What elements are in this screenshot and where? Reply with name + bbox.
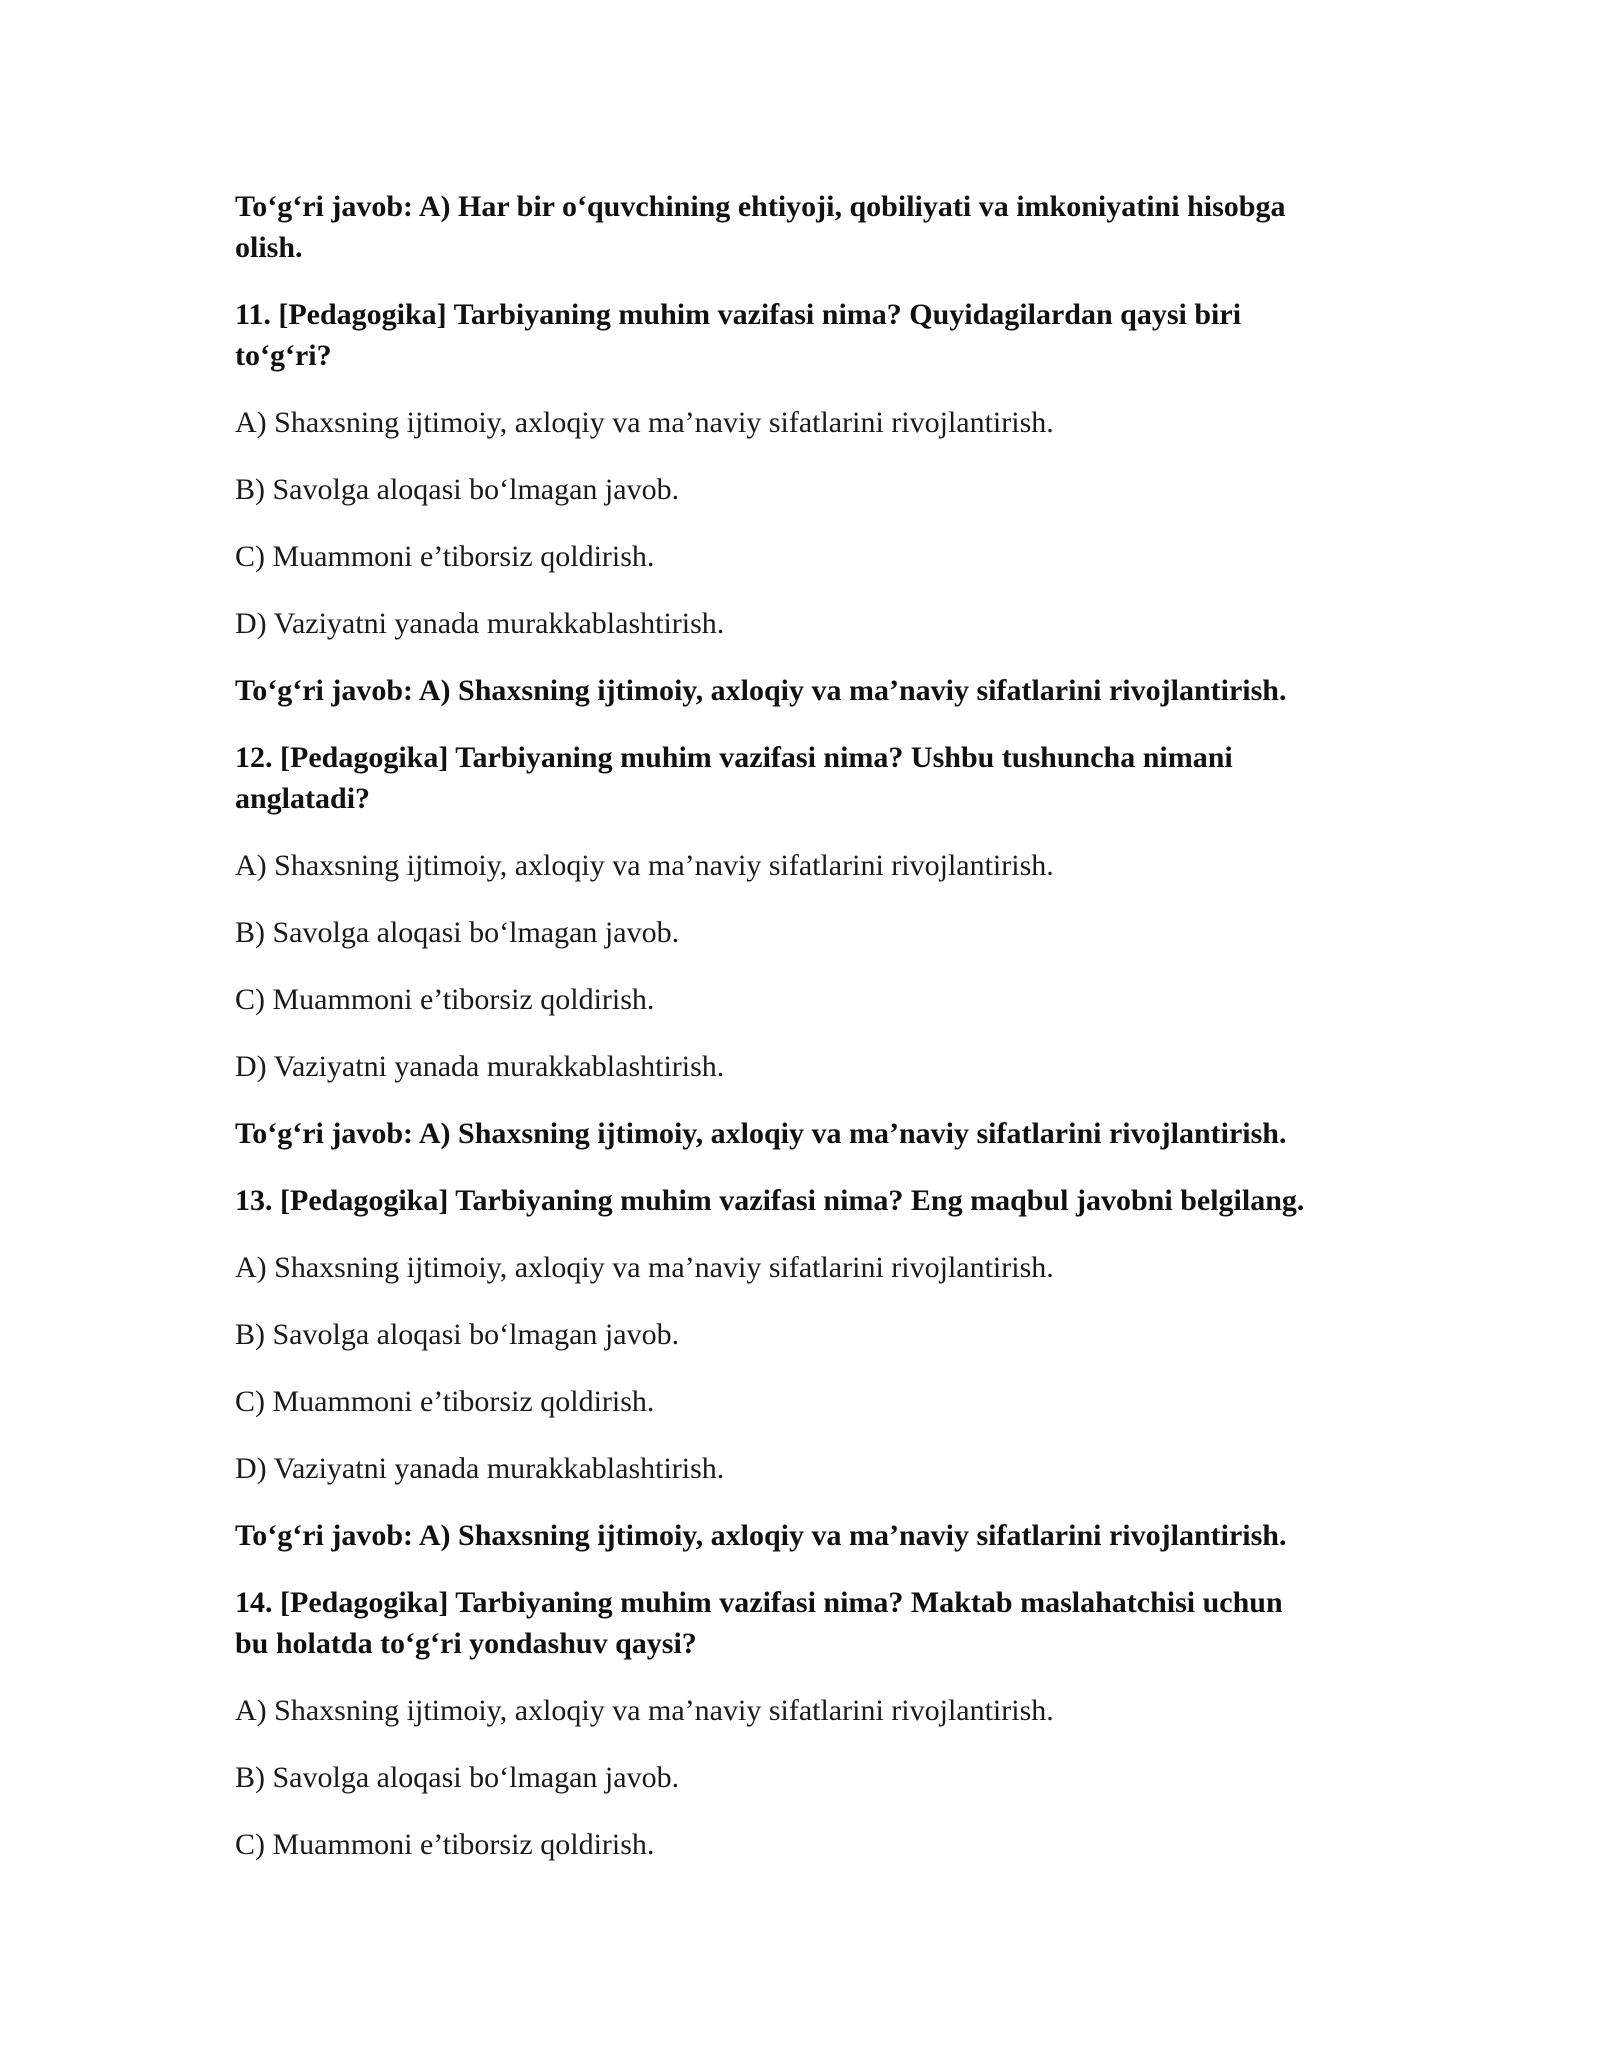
question-11-option-b: B) Savolga aloqasi bo‘lmagan javob. <box>235 473 680 506</box>
question-11-option-d: D) Vaziyatni yanada murakkablashtirish. <box>235 607 725 640</box>
question-14-option-c: C) Muammoni e’tiborsiz qoldirish. <box>235 1828 655 1861</box>
question-14-line-2: bu holatda to‘g‘ri yondashuv qaysi? <box>235 1627 697 1660</box>
question-12-option-c: C) Muammoni e’tiborsiz qoldirish. <box>235 983 655 1016</box>
question-11-line-1: 11. [Pedagogika] Tarbiyaning muhim vazifasi nima? Quyidagilardan qaysi biri <box>235 298 1242 331</box>
question-11-option-a: A) Shaxsning ijtimoiy, axloqiy va ma’naviy sifatlarini rivojlantirish. <box>235 406 1054 439</box>
question-14-line-1: 14. [Pedagogika] Tarbiyaning muhim vazifasi nima? Maktab maslahatchisi uchun <box>235 1586 1283 1619</box>
question-12-line-1: 12. [Pedagogika] Tarbiyaning muhim vazifasi nima? Ushbu tushuncha nimani <box>235 741 1233 774</box>
question-12-line-2: anglatadi? <box>235 782 371 815</box>
question-11-answer: To‘g‘ri javob: A) Shaxsning ijtimoiy, axloqiy va ma’naviy sifatlarini rivojlantirish. <box>235 674 1287 707</box>
question-12-option-b: B) Savolga aloqasi bo‘lmagan javob. <box>235 916 680 949</box>
question-14-option-b: B) Savolga aloqasi bo‘lmagan javob. <box>235 1761 680 1794</box>
answer-line-10-continued: olish. <box>235 231 303 264</box>
question-13-option-a: A) Shaxsning ijtimoiy, axloqiy va ma’naviy sifatlarini rivojlantirish. <box>235 1251 1054 1284</box>
question-13-option-c: C) Muammoni e’tiborsiz qoldirish. <box>235 1385 655 1418</box>
question-12-answer: To‘g‘ri javob: A) Shaxsning ijtimoiy, axloqiy va ma’naviy sifatlarini rivojlantirish. <box>235 1117 1287 1150</box>
question-13-option-b: B) Savolga aloqasi bo‘lmagan javob. <box>235 1318 680 1351</box>
question-11-option-c: C) Muammoni e’tiborsiz qoldirish. <box>235 540 655 573</box>
question-13-option-d: D) Vaziyatni yanada murakkablashtirish. <box>235 1452 725 1485</box>
question-14-option-a: A) Shaxsning ijtimoiy, axloqiy va ma’naviy sifatlarini rivojlantirish. <box>235 1694 1054 1727</box>
question-12-option-a: A) Shaxsning ijtimoiy, axloqiy va ma’naviy sifatlarini rivojlantirish. <box>235 849 1054 882</box>
question-13-answer: To‘g‘ri javob: A) Shaxsning ijtimoiy, axloqiy va ma’naviy sifatlarini rivojlantirish. <box>235 1519 1287 1552</box>
question-13-line-1: 13. [Pedagogika] Tarbiyaning muhim vazifasi nima? Eng maqbul javobni belgilang. <box>235 1184 1305 1217</box>
question-11-line-2: to‘g‘ri? <box>235 339 332 372</box>
answer-line-10: To‘g‘ri javob: A) Har bir o‘quvchining ehtiyoji, qobiliyati va imkoniyatini hisobga <box>235 190 1286 223</box>
question-12-option-d: D) Vaziyatni yanada murakkablashtirish. <box>235 1050 725 1083</box>
